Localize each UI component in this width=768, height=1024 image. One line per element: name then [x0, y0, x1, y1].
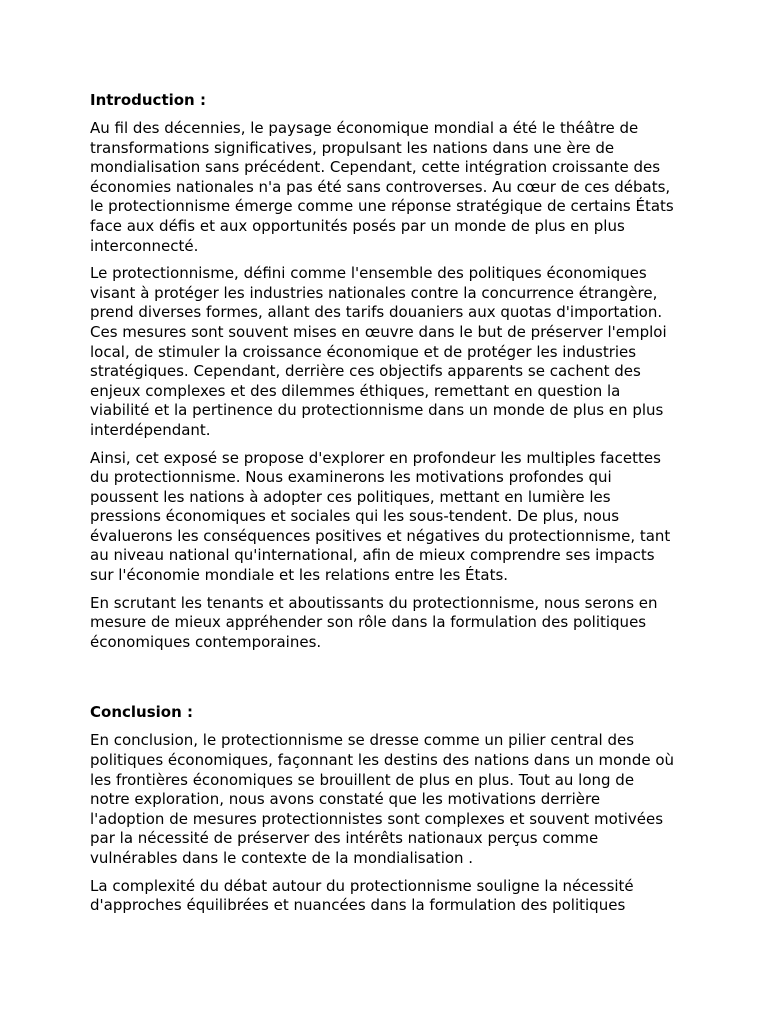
introduction-section	[90, 119, 690, 652]
text-line: économies nationales n'a pas été sans controverses. Au cœur de ces débats,	[90, 177, 671, 196]
conclusion-section	[90, 731, 690, 915]
text-line: le protectionnisme émerge comme une réponse stratégique de certains États	[90, 197, 674, 216]
text-line: politiques économiques, façonnant les destins des nations dans un monde où	[90, 751, 675, 770]
introduction-paragraph	[90, 594, 690, 653]
document-page	[90, 90, 690, 924]
text-line: En conclusion, le protectionnisme se dresse comme un pilier central des	[90, 731, 635, 750]
conclusion-paragraph	[90, 877, 690, 916]
text-line: Ces mesures sont souvent mises en œuvre dans le but de préserver l'emploi	[90, 322, 667, 341]
text-line: interdépendant.	[90, 420, 211, 439]
text-line: mesure de mieux appréhender son rôle dans la formulation des politiques	[90, 613, 647, 632]
introduction-heading: Introduction :	[90, 91, 206, 109]
text-line: Ainsi, cet exposé se propose d'explorer en profondeur les multiples facettes	[90, 448, 661, 467]
text-line: l'adoption de mesures protectionnistes sont complexes et souvent motivées	[90, 809, 664, 828]
text-line: notre exploration, nous avons constaté que les motivations derrière	[90, 790, 601, 809]
conclusion-paragraph	[90, 731, 690, 868]
introduction-paragraph	[90, 119, 690, 256]
text-line: prend diverses formes, allant des tarifs douaniers aux quotas d'importation.	[90, 303, 663, 322]
text-line: Le protectionnisme, défini comme l'ensemble des politiques économiques	[90, 264, 647, 283]
text-line: Au fil des décennies, le paysage économique mondial a été le théâtre de	[90, 119, 639, 137]
text-line: au niveau national qu'international, afin de mieux comprendre ses impacts	[90, 546, 655, 565]
text-line: transformations significatives, propulsant les nations dans une ère de	[90, 138, 615, 157]
text-line: viabilité et la pertinence du protectionnisme dans un monde de plus en plus	[90, 401, 664, 420]
conclusion-heading: Conclusion :	[90, 703, 193, 722]
text-line: vulnérables dans le contexte de la mondialisation .	[90, 849, 474, 867]
text-line: local, de stimuler la croissance économique et de protéger les industries	[90, 342, 637, 361]
text-line: La complexité du débat autour du protectionnisme souligne la nécessité	[90, 876, 634, 895]
text-line: du protectionnisme. Nous examinerons les motivations profondes qui	[90, 468, 612, 487]
text-line: les frontières économiques se brouillent de plus en plus. Tout au long de	[90, 770, 635, 789]
text-line: pressions économiques et sociales qui les sous-tendent. De plus, nous	[90, 507, 620, 526]
text-line: d'approches équilibrées et nuancées dans la formulation des politiques	[90, 896, 626, 915]
text-line: face aux défis et aux opportunités posés par un monde de plus en plus	[90, 216, 625, 235]
text-line: visant à protéger les industries nationales contre la concurrence étrangère,	[90, 283, 658, 302]
text-line: par la nécessité de préserver des intérêts nationaux perçus comme	[90, 829, 599, 848]
text-line: économiques contemporaines.	[90, 632, 322, 651]
text-line: enjeux complexes et des dilemmes éthiques, remettant en question la	[90, 381, 621, 400]
text-line: stratégiques. Cependant, derrière ces objectifs apparents se cachent des	[90, 362, 641, 381]
introduction-paragraph	[90, 264, 690, 440]
introduction-paragraph	[90, 449, 690, 586]
section-spacer	[90, 660, 690, 702]
text-line: En scrutant les tenants et aboutissants du protectionnisme, nous serons en	[90, 593, 658, 612]
text-line: interconnecté.	[90, 236, 199, 255]
text-line: sur l'économie mondiale et les relations entre les États.	[90, 566, 509, 585]
text-line: évaluerons les conséquences positives et négatives du protectionnisme, tant	[90, 526, 671, 545]
text-line: mondialisation sans précédent. Cependant, cette intégration croissante des	[90, 158, 661, 177]
text-line: poussent les nations à adopter ces politiques, mettant en lumière les	[90, 487, 611, 506]
